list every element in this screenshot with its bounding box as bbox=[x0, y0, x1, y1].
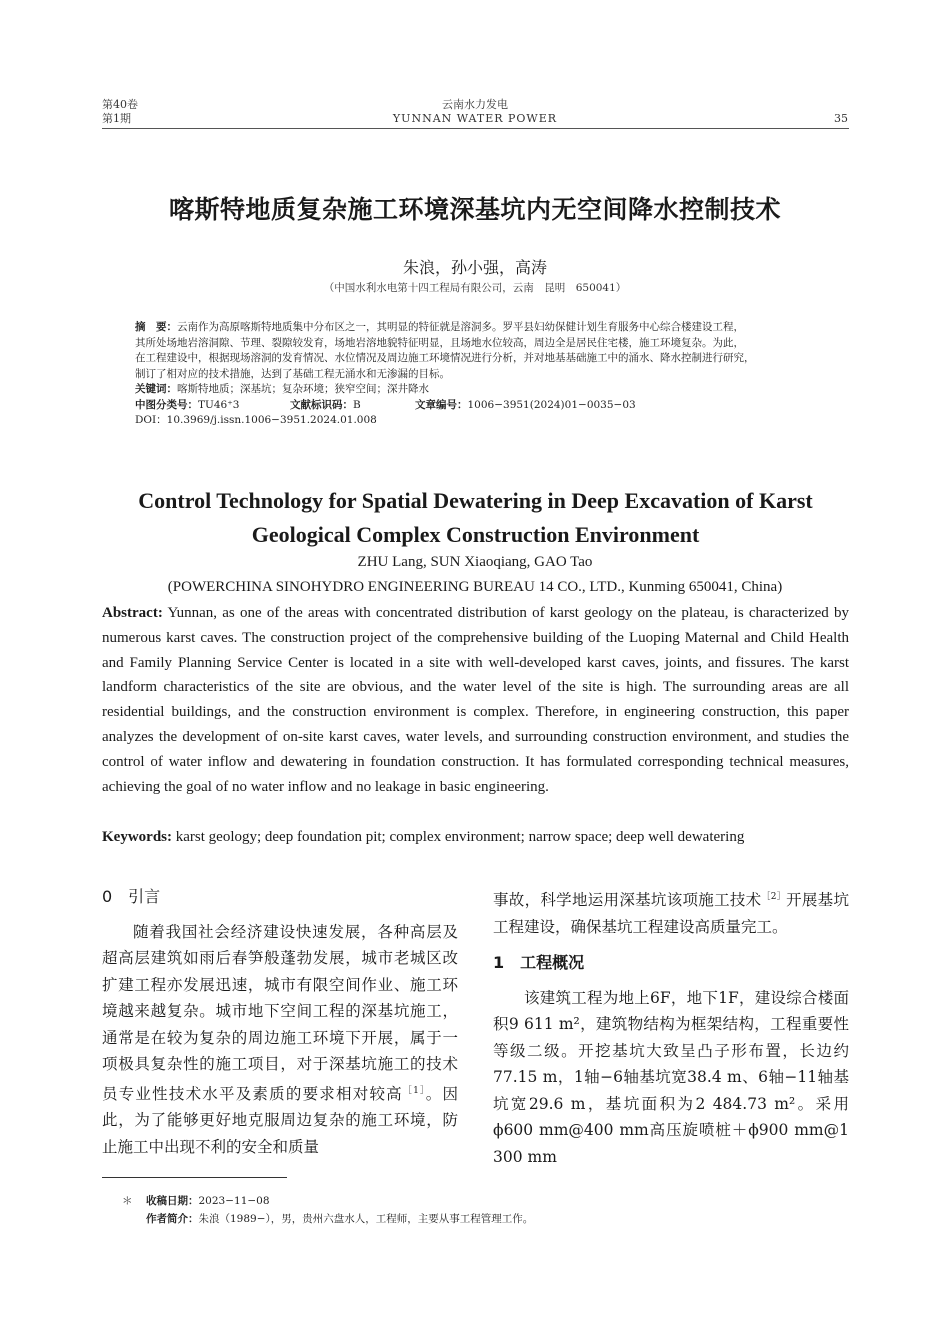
abstract-cn-line: 其所处场地岩溶洞隙、节理、裂隙较发育，场地岩溶地貌特征明显，且场地水位较高，周边全是居民住宅楼，施工环境复杂。为此， bbox=[135, 336, 744, 349]
abstract-cn bbox=[135, 320, 820, 429]
keywords-cn-label: 关键词： bbox=[135, 383, 177, 395]
abstract-cn-label: 摘 要： bbox=[135, 321, 177, 333]
keywords-en-text: karst geology; deep foundation pit; complex environment; narrow space; deep well dewatering bbox=[175, 829, 745, 845]
abstract-en-label: Abstract: bbox=[102, 605, 163, 621]
authors-en: ZHU Lang, SUN Xiaoqiang, GAO Tao bbox=[357, 554, 593, 570]
header-journal-cn: 云南水力发电 bbox=[442, 98, 508, 111]
title-en-line: Control Technology for Spatial Dewatering in Deep Excavation of Karst bbox=[138, 488, 813, 513]
title-cn: 喀斯特地质复杂施工环境深基坑内无空间降水控制技术 bbox=[168, 195, 781, 224]
section-0-heading: 0 引言 bbox=[102, 887, 161, 906]
header-page-number: 35 bbox=[834, 112, 848, 125]
abstract-cn-line: 制订了相对应的技术措施，达到了基础工程无涌水和无渗漏的目标。 bbox=[135, 367, 450, 380]
author-bio-value: 朱浪（1989−），男，贵州六盘水人，工程师，主要从事工程管理工作。 bbox=[198, 1213, 534, 1225]
footnote bbox=[102, 1192, 849, 1228]
received-value: 2023−11−08 bbox=[198, 1195, 270, 1207]
keywords-en bbox=[102, 825, 849, 849]
doc-code-value: B bbox=[353, 398, 361, 411]
header-volume: 第40卷 bbox=[102, 98, 138, 111]
section-1-heading: 1 工程概况 bbox=[493, 953, 585, 973]
authors-cn: 朱浪，孙小强，高涛 bbox=[402, 258, 547, 277]
title-en-line: Geological Complex Construction Environment bbox=[251, 522, 700, 547]
header-journal-en: YUNNAN WATER POWER bbox=[392, 112, 558, 125]
header-rule bbox=[102, 128, 849, 129]
abstract-cn-line: 在工程建设中，根据现场溶洞的发育情况、水位情况及周边施工环境情况进行分析，并对地基基础施工中的涌水、降水控制进行研究， bbox=[135, 352, 755, 364]
affiliation-cn: （中国水利水电第十四工程局有限公司，云南 昆明 650041） bbox=[323, 282, 627, 294]
keywords-cn-text: 喀斯特地质；深基坑；复杂环境；狭窄空间；深井降水 bbox=[177, 383, 429, 395]
doc-code-label: 文献标识码： bbox=[290, 398, 353, 411]
clc-label: 中图分类号： bbox=[135, 398, 198, 411]
body-left-column bbox=[102, 884, 458, 1160]
footnote-marker: ＊ bbox=[122, 1195, 133, 1207]
para-text: 开展基坑工程建设，确保基坑工程建设高质量完工。 bbox=[493, 891, 849, 936]
doi: DOI：10.3969/j.issn.1006−3951.2024.01.008 bbox=[135, 414, 377, 426]
abstract-en-text: Yunnan, as one of the areas with concentrated distribution of karst geology on the plateau, is characterized by numerous karst caves. The construction project of the comprehensive building of the Luoping Maternal and Child Health and Family Planning Service Center is located in a site with well-developed karst caves, joints, and fissures. The karst landform characteristics of the site are obvious, and the water level of the site is high. The surrounding areas are all residential buildings, and the construction environment is complex. Therefore, in engineering construction, this paper analyzes the development of on-site karst caves, water levels, and surrounding construction environment, and studies the control of water inflow and dewatering in foundation construction. It has formulated corresponding technical measures, achieving the goal of no water inflow and no leakage in basic engineering. bbox=[102, 605, 850, 795]
footnote-rule bbox=[102, 1177, 287, 1178]
citation-1[interactable]: ［1］ bbox=[402, 1085, 426, 1096]
para-text: 。因此，为了能够更好地克服周边复杂的施工环境，防止施工中出现不利的安全和质量 bbox=[102, 1084, 458, 1156]
title-en bbox=[102, 484, 849, 552]
keywords-en-label: Keywords: bbox=[102, 829, 172, 845]
header-issue: 第1期 bbox=[102, 112, 131, 125]
author-bio-label: 作者简介： bbox=[146, 1213, 199, 1225]
citation-2[interactable]: ［2］ bbox=[761, 892, 787, 902]
clc-value: TU46⁺3 bbox=[198, 398, 240, 411]
body-right-column bbox=[493, 884, 849, 1170]
para-text: 随着我国社会经济建设快速发展，各种高层及超高层建筑如雨后春笋般蓬勃发展，城市老城区改扩建工程亦发展迅速，城市有限空间作业、施工环境越来越复杂。城市地下空间工程的深基坑施工，通常是在较为复杂的周边施工环境下开展，属于一项极具复杂性的施工项目，对于深基坑施工的技术员专业性技术水平及素质的要求相对较高 bbox=[102, 922, 458, 1103]
article-number-label: 文章编号： bbox=[415, 398, 468, 411]
abstract-cn-line: 云南作为高原喀斯特地质集中分布区之一，其明显的特征就是溶洞多。罗平县妇幼保健计划生育服务中心综合楼建设工程， bbox=[177, 321, 744, 333]
section-1-paragraph: 该建筑工程为地上6F，地下1F，建设综合楼面积9 611 m²，建筑物结构为框架结构，工程重要性等级二级。开挖基坑大致呈凸子形布置，长边约77.15 m，1轴−6轴基坑宽38.4 m、6轴−11轴基坑宽29.6 m，基坑面积为2 484.73 m²。采用ϕ600 mm@400 mm高压旋喷桩＋ϕ900 mm@1 300 mm bbox=[493, 988, 849, 1166]
abstract-en bbox=[102, 601, 849, 799]
section-0-paragraph bbox=[102, 919, 458, 1161]
affiliation-en: (POWERCHINA SINOHYDRO ENGINEERING BUREAU 14 CO., LTD., Kunming 650041, China) bbox=[167, 579, 783, 595]
section-0-paragraph-cont bbox=[493, 884, 849, 940]
received-label: 收稿日期： bbox=[146, 1195, 199, 1207]
article-number-value: 1006−3951(2024)01−0035−03 bbox=[467, 398, 636, 411]
classification-row bbox=[135, 398, 820, 414]
para-text: 事故，科学地运用深基坑该项施工技术 bbox=[493, 891, 762, 910]
